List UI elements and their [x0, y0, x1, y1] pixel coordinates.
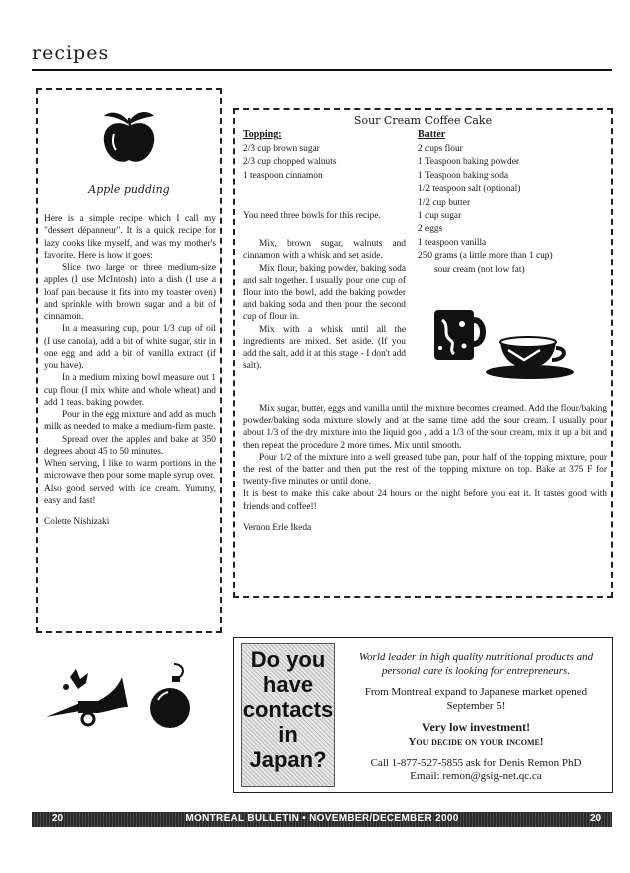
apple-pudding-paragraph: In a measuring cup, pour 1/3 cup of oil (I use canola), add a bit of white sugar, stir in one egg and add a bit of vanilla extract (if you have). [44, 324, 216, 371]
coffee-cake-paragraph: Mix flour, baking powder, baking soda and salt together. I usually pour one cup of flour into the bowl, add the baking powder and baking soda and then pour the second cup of flour in. [243, 263, 406, 323]
coffee-cups-icon [428, 302, 578, 380]
topping-list [243, 143, 413, 183]
ad-income: You decide on your income! [408, 736, 544, 748]
list-item: 2 eggs [418, 224, 443, 235]
apple-pudding-author: Colette Nishizaki [44, 517, 110, 527]
coffee-cake-column-text [243, 210, 406, 372]
ad-expansion: From Montreal expand to Japanese market opened September 5! [364, 686, 588, 712]
section-title: recipes [32, 42, 110, 64]
apple-pudding-paragraph: In a medium mixing bowl measure out 1 cup flour (I mix white and whole wheat) and add 1 teas. baking powder. [44, 373, 216, 408]
apple-pudding-paragraph: Slice two large or three medium-size apples (I use McIntosh) into a dish (I use a loaf pan because it fits into my toaster oven) and sprinkle with brown sugar and a bit of cinnamon. [44, 263, 216, 322]
apple-pudding-paragraph: Pour in the egg mixture and add as much milk as needed to make a medium-firm paste. [44, 410, 216, 433]
apple-pudding-paragraph: Also good served with ice cream. Yummy, easy and fast! [44, 483, 216, 506]
list-item: 1 teaspoon cinnamon [243, 170, 323, 181]
ad-phone: Call 1-877-527-5855 ask for Denis Remon PhD [370, 757, 582, 769]
list-item: 1 cup sugar [418, 211, 462, 222]
ad-investment: Very low investment! [421, 720, 531, 734]
ad-headline-line: in [278, 722, 298, 747]
list-item: 2/3 cup chopped walnuts [243, 157, 337, 168]
footer-publication: MONTREAL BULLETIN • NOVEMBER/DECEMBER 2000 [185, 813, 459, 824]
footer-page-number-right: 20 [590, 813, 602, 824]
ad-tagline: World leader in high quality nutritional products and personal care is looking for entrepreneurs. [358, 651, 594, 677]
apple-pudding-paragraph: When serving, I like to warm portions in the microwave then pour some maple syrup over. [44, 459, 216, 482]
batter-list [418, 143, 608, 277]
coffee-cake-paragraph: Mix, brown sugar, walnuts and cinnamon with a whisk and set aside. [243, 239, 406, 262]
coffee-cake-author: Vernon Erle Ikeda [243, 522, 312, 533]
list-item: 1/2 cup butter [418, 197, 471, 208]
apple-pudding-paragraph: Spread over the apples and bake at 350 degrees about 45 to 50 minutes. [44, 434, 216, 457]
coffee-cake-paragraph: Pour 1/2 of the mixture into a well greased tube pan, pour half of the topping mixture, pour the rest of the batter and then put the rest of the topping mixture on top. Bake at 375 F for twenty-five minutes or until done. [243, 452, 607, 488]
list-item: 1 Teaspoon baking soda [418, 170, 509, 181]
coffee-cake-paragraph: It is best to make this cake about 24 hours or the night before you eat it. It tastes good with friends and coffee!! [243, 489, 607, 512]
ad-email: Email: remon@gsig-net.qc.ca [410, 770, 542, 782]
list-item: sour cream (not low fat) [434, 264, 525, 275]
footer-page-number-left: 20 [52, 813, 64, 824]
ad-headline-line: contacts [242, 697, 334, 722]
list-item: 250 grams (a little more than 1 cup) [418, 251, 553, 262]
ad-headline-line: Do you [250, 647, 326, 672]
list-item: 2 cups flour [418, 144, 463, 154]
list-item: 1/2 teaspoon salt (optional) [418, 184, 521, 195]
apple-pudding-text [44, 213, 216, 528]
apple-pudding-title: Apple pudding [88, 183, 170, 196]
topping-heading: Topping: [243, 129, 282, 140]
list-item: 2/3 cup brown sugar [243, 144, 320, 154]
coffee-cake-paragraph: Mix sugar, butter, eggs and vanilla until the mixture becomes creamed. Add the flour/baking powder/baking soda mixture slowly and at the same time add the sour cream. I usually pour about 1/3 of the dry mixture into the liquid goo , add a 1/3 of the sour cream, mix it up a bit and then repeat the procedure 2 more times. Mix until smooth. [243, 404, 607, 451]
apple-icon [100, 104, 158, 166]
title-rule [32, 69, 612, 71]
trumpet-icon [40, 667, 132, 731]
ad-contact [343, 757, 609, 783]
coffee-cake-paragraph: You need three bowls for this recipe. [243, 211, 381, 221]
batter-heading: Batter [418, 129, 446, 140]
list-item: 1 teaspoon vanilla [418, 237, 487, 248]
coffee-cake-paragraph: Mix with a whisk until all the ingredients are mixed. Set aside. (If you add the salt, add it at this stage - I don't add salt). [243, 324, 406, 372]
ad-headline [241, 647, 335, 772]
coffee-cake-full-text [243, 403, 607, 534]
ornament-icon [146, 662, 194, 736]
list-item: 1 Teaspoon baking powder [418, 157, 519, 168]
ad-headline-line: have [262, 672, 314, 697]
ad-headline-line: Japan? [249, 747, 327, 772]
apple-pudding-paragraph: Here is a simple recipe which I call my "dessert dépanneur". It is a quick recipe for lazy cooks like myself, and was my mother's favorite. Here is how it goes: [44, 214, 216, 261]
coffee-cake-title: Sour Cream Coffee Cake [353, 114, 493, 127]
